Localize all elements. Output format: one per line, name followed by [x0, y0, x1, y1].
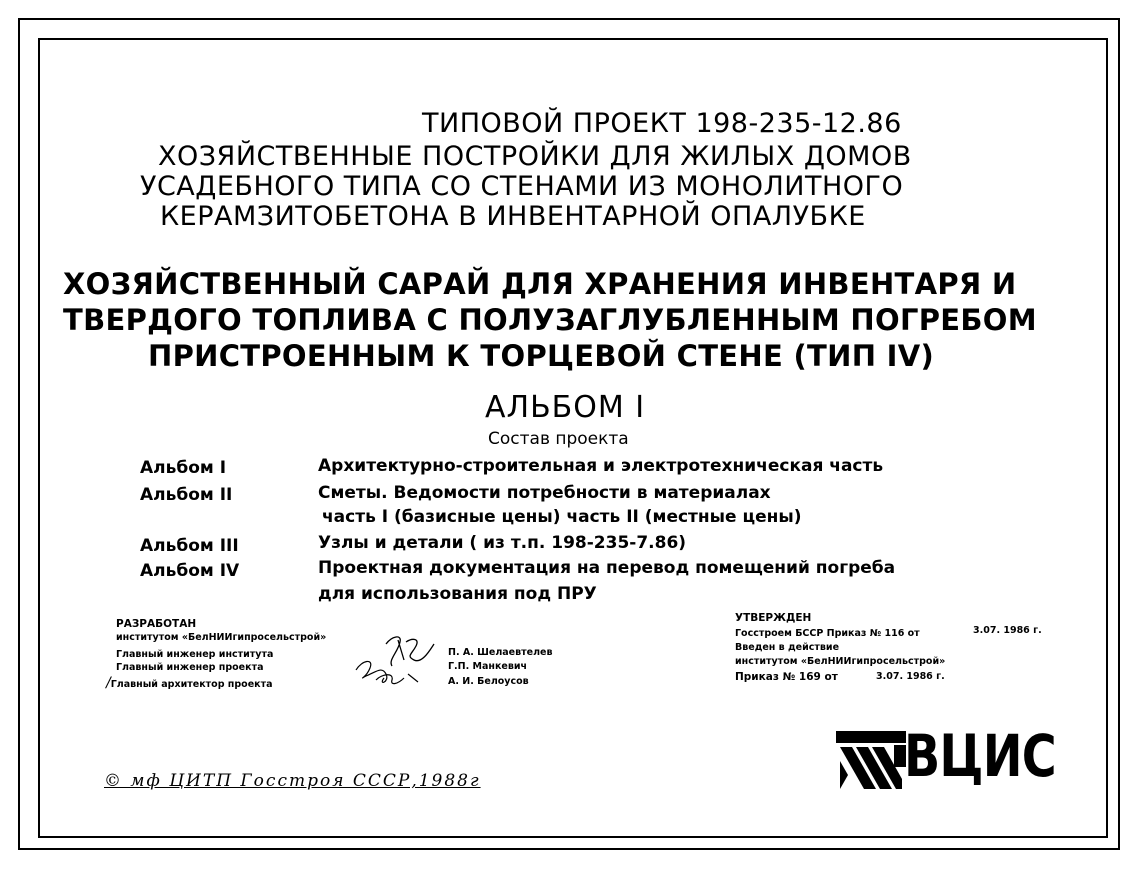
title-line-2: ТВЕРДОГО ТОПЛИВА С ПОЛУЗАГЛУБЛЕННЫМ ПОГРЕБОМ	[63, 303, 1037, 337]
title-line-1: ХОЗЯЙСТВЕННЫЙ САРАЙ ДЛЯ ХРАНЕНИЯ ИНВЕНТАРЯ И	[63, 267, 1017, 301]
album-title: АЛЬБОМ I	[485, 390, 646, 425]
copyright-note: © мф ЦИТП Госстроя СССР,1988г	[104, 771, 481, 791]
album-desc-2a: Сметы. Ведомости потребности в материалах	[318, 483, 771, 503]
vcis-logo: ВЦИС	[904, 722, 1056, 790]
approved-line-3: институтом «БелНИИгипросельстрой»	[735, 656, 946, 667]
developed-institute: институтом «БелНИИгипросельстрой»	[116, 632, 327, 643]
role-chief-engineer-project: Главный инженер проекта	[116, 662, 264, 673]
album-label-1: Альбом I	[140, 458, 227, 478]
album-desc-4a: Проектная документация на перевод помещений погреба	[318, 558, 896, 578]
role-chief-engineer-institute: Главный инженер института	[116, 649, 274, 660]
header-line-2: ХОЗЯЙСТВЕННЫЕ ПОСТРОЙКИ ДЛЯ ЖИЛЫХ ДОМОВ	[158, 141, 912, 172]
name-3: А. И. Белоусов	[448, 676, 529, 687]
approved-date-1: 3.07. 1986 г.	[973, 625, 1042, 636]
approved-date-2: 3.07. 1986 г.	[876, 671, 945, 682]
approved-line-2: Введен в действие	[735, 642, 840, 653]
title-line-3: ПРИСТРОЕННЫМ К ТОРЦЕВОЙ СТЕНЕ (ТИП IV)	[148, 339, 935, 373]
header-line-3: УСАДЕБНОГО ТИПА СО СТЕНАМИ ИЗ МОНОЛИТНОГО	[140, 171, 904, 202]
album-label-3: Альбом III	[140, 536, 239, 556]
album-desc-3: Узлы и детали ( из т.п. 198-235-7.86)	[318, 533, 687, 553]
album-label-2: Альбом II	[140, 485, 233, 505]
name-1: П. А. Шелаевтелев	[448, 647, 553, 658]
name-2: Г.П. Манкевич	[448, 661, 528, 672]
album-desc-2b: часть I (базисные цены) часть II (местные цены)	[322, 507, 802, 527]
approved-line-1: Госстроем БССР Приказ № 116 от	[735, 628, 920, 639]
album-desc-1: Архитектурно-строительная и электротехническая часть	[318, 456, 884, 476]
vcis-emblem-icon	[836, 731, 906, 789]
developed-heading: РАЗРАБОТАН	[116, 618, 197, 630]
approved-heading: УТВЕРЖДЕН	[735, 612, 812, 624]
composition-heading: Состав проекта	[488, 429, 629, 449]
project-number: ТИПОВОЙ ПРОЕКТ 198-235-12.86	[422, 108, 902, 139]
signature-marks	[348, 630, 444, 692]
album-desc-4b: для использования под ПРУ	[318, 584, 597, 604]
album-label-4: Альбом IV	[140, 561, 240, 581]
role-chief-architect: /Главный архитектор проекта	[106, 675, 273, 691]
approved-line-4: Приказ № 169 от	[735, 671, 838, 683]
header-line-4: КЕРАМЗИТОБЕТОНА В ИНВЕНТАРНОЙ ОПАЛУБКЕ	[160, 201, 866, 232]
